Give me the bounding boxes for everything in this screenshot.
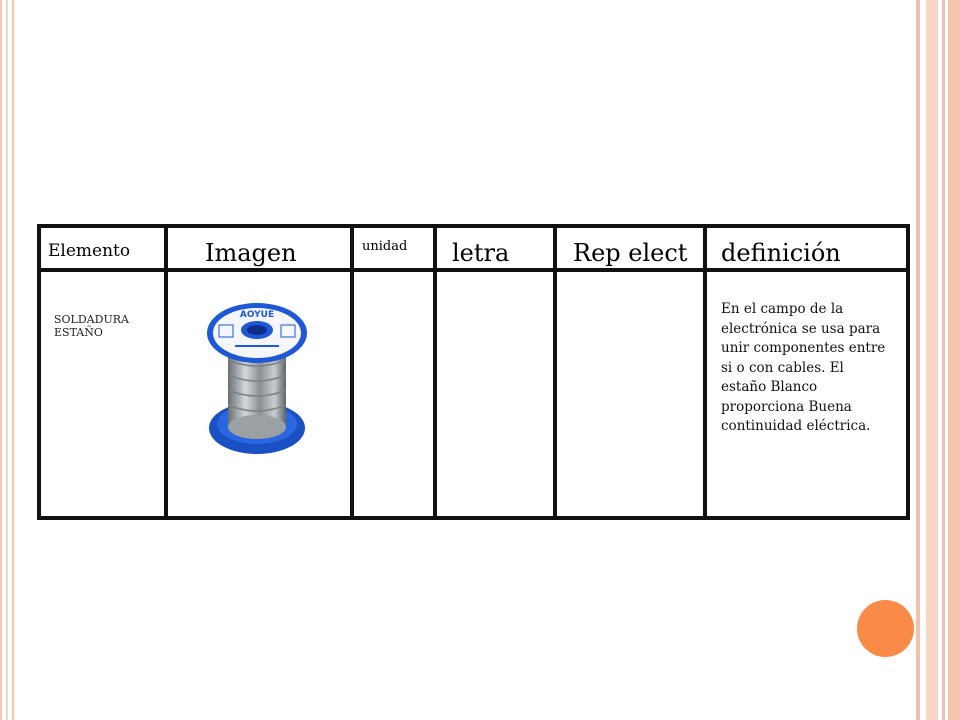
spool-brand-label: AOYUE xyxy=(239,310,275,320)
solder-spool-image xyxy=(195,300,319,460)
table-column-divider xyxy=(703,224,707,520)
slide-right-frame xyxy=(916,0,960,720)
header-letra: letra xyxy=(452,239,510,267)
table-column-divider xyxy=(433,224,437,520)
table-column-divider xyxy=(350,224,354,520)
header-elemento: Elemento xyxy=(48,241,131,261)
slide-left-border xyxy=(0,0,14,720)
header-imagen: Imagen xyxy=(205,239,297,267)
header-rep-elect: Rep elect xyxy=(573,239,688,267)
elemento-name-line1: SOLDADURA xyxy=(54,313,129,326)
header-unidad: unidad xyxy=(362,239,408,254)
header-definicion: definición xyxy=(721,239,841,267)
table-column-divider xyxy=(37,224,41,520)
cell-elemento xyxy=(54,313,129,339)
table-column-divider xyxy=(164,224,168,520)
table-column-divider xyxy=(906,224,910,520)
cell-definicion: En el campo de la electrónica se usa para unir componentes entre si o con cables. El estaño Blanco proporciona Buena continuidad eléctrica. xyxy=(721,301,886,434)
accent-circle xyxy=(857,600,914,657)
table-column-divider xyxy=(553,224,557,520)
elemento-name-line2: ESTAÑO xyxy=(54,326,103,339)
